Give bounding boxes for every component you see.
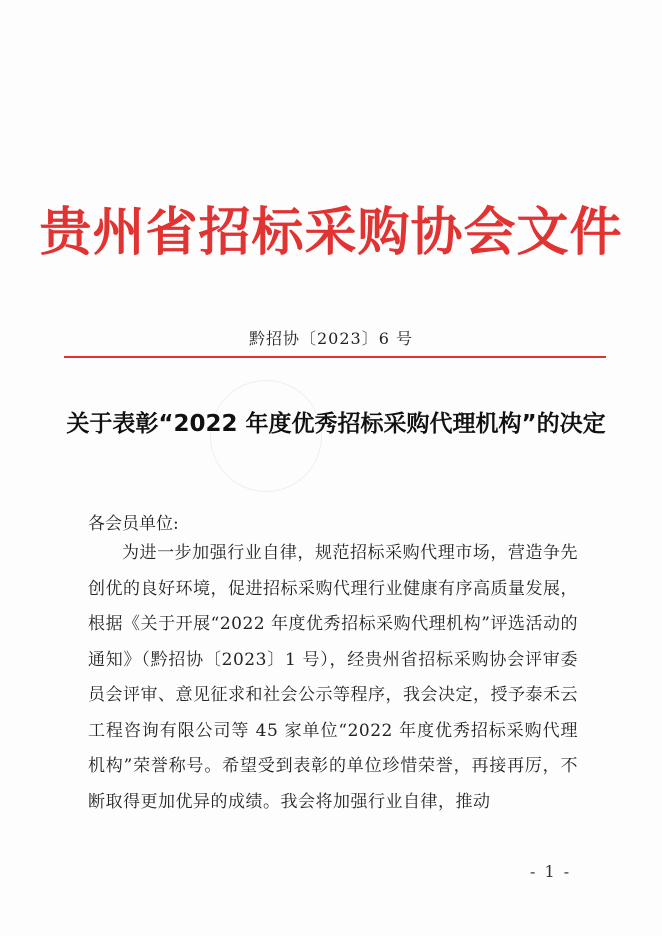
document-number: 黔招协〔2023〕6 号 [249,329,413,348]
header-red-divider [64,356,606,358]
salutation: 各会员单位: [88,514,179,534]
document-title: 关于表彰“2022 年度优秀招标采购代理机构”的决定 [66,411,606,437]
organization-header-title: 贵州省招标采购协会文件 [39,203,623,263]
page-number: - 1 - [530,862,572,881]
body-paragraph: 为进一步加强行业自律，规范招标采购代理市场，营造争先创优的良好环境，促进招标采购代理行业健康有序高质量发展，根据《关于开展“2022 年度优秀招标采购代理机构”评选活动的通知》（黔招协〔2023〕1 号），经贵州省招标采购协会评审委员会评审、意见征求和社会公示等程序，我会决定，授予泰禾云工程咨询有限公司等 45 家单位“2022 年度优秀招标采购代理机构”荣誉称号。希望受到表彰的单位珍惜荣誉，再接再厉，不断取得更加优异的成绩。我会将加强行业自律，推动 [88,543,578,812]
